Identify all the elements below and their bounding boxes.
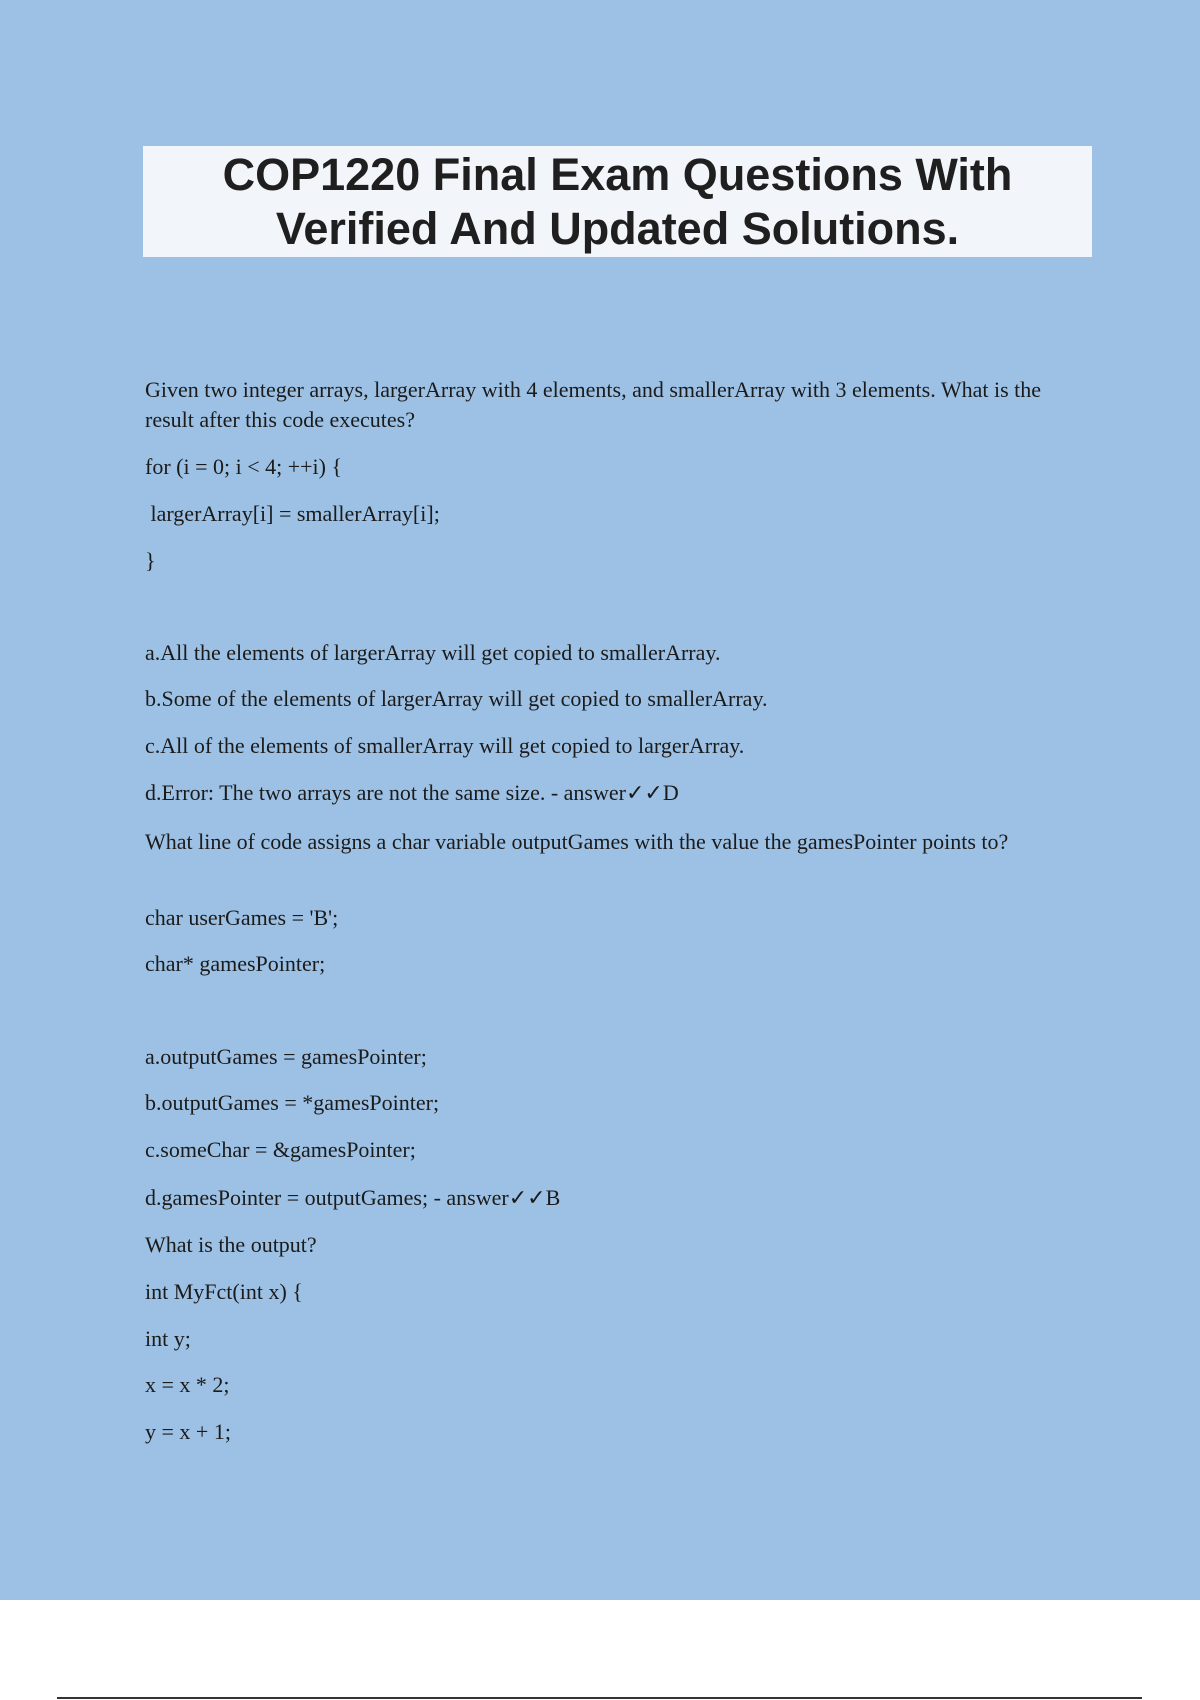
question-2-code-line: char userGames = 'B'; (145, 905, 339, 930)
question-1-prompt: Given two integer arrays, largerArray with 4 elements, and smallerArray with 3 elements. What is the result after this code executes? (145, 377, 1042, 432)
question-2-option-a: a.outputGames = gamesPointer; (145, 1044, 427, 1069)
footer-divider (57, 1697, 1142, 1699)
question-2-prompt: What line of code assigns a char variable outputGames with the value the gamesPointer points to? (145, 829, 1009, 854)
question-3-prompt: What is the output? (145, 1232, 317, 1257)
question-2-option-b: b.outputGames = *gamesPointer; (145, 1090, 440, 1115)
question-2-option-c: c.someChar = &gamesPointer; (145, 1137, 416, 1162)
document-title-box (143, 146, 1092, 257)
document-title-line-1: COP1220 Final Exam Questions With (222, 148, 1013, 200)
question-1-option-d: d.Error: The two arrays are not the same size. - answer✓✓D (145, 780, 679, 805)
question-3-code-line: x = x * 2; (145, 1372, 230, 1397)
question-2-code-line: char* gamesPointer; (145, 951, 326, 976)
question-3-code-line: int MyFct(int x) { (145, 1279, 303, 1304)
question-1-code-line: } (145, 548, 156, 573)
question-3-code-line: int y; (145, 1326, 191, 1351)
question-1-option-c: c.All of the elements of smallerArray will get copied to largerArray. (145, 733, 745, 758)
question-3-code-line: y = x + 1; (145, 1419, 231, 1444)
question-1-code-line: largerArray[i] = smallerArray[i]; (145, 501, 440, 526)
question-1-option-a: a.All the elements of largerArray will get copied to smallerArray. (145, 640, 721, 665)
document-title-line-2: Verified And Updated Solutions. (275, 202, 960, 254)
question-1-option-b: b.Some of the elements of largerArray will get copied to smallerArray. (145, 686, 768, 711)
question-1-code-line: for (i = 0; i < 4; ++i) { (145, 454, 343, 479)
question-2-option-d: d.gamesPointer = outputGames; - answer✓✓B (145, 1185, 561, 1210)
